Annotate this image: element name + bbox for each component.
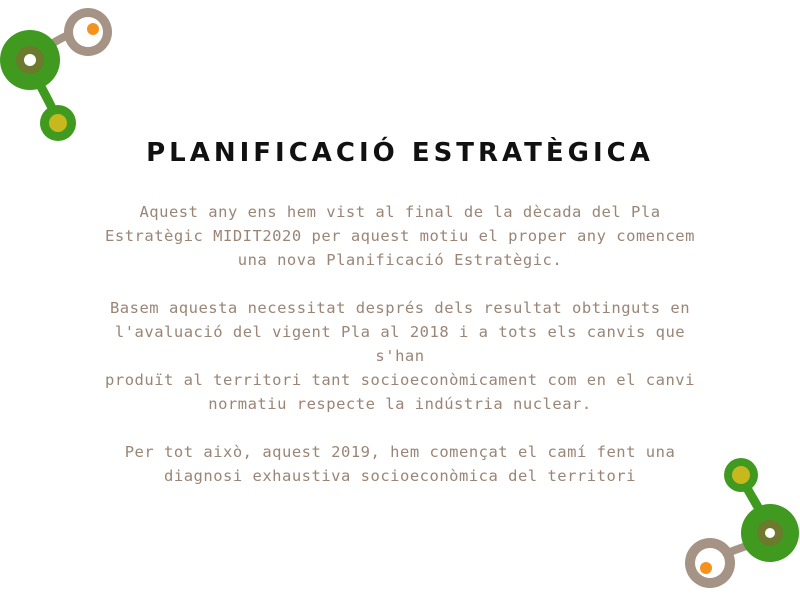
page-title: PLANIFICACIÓ ESTRATÈGICA [146,138,654,168]
body-text [100,200,700,512]
paragraph: Aquest any ens hem vist al final de la dècada del Pla Estratègic MIDIT2020 per aquest motiu el proper any comencem una nova Planificació Estratègic. [105,203,695,269]
molecule-icon [670,450,800,600]
paragraph: Basem aquesta necessitat després dels resultat obtinguts en l'avaluació del vigent Pla al 2018 i a tots els canvis que s'han produït al territori tant socioeconòmicament com en el canvi normatiu respecte la indústria nuclear. [105,299,695,413]
paragraph: Per tot això, aquest 2019, hem començat el camí fent una diagnosi exhaustiva socioeconòmica del territori [124,443,676,485]
molecule-icon [0,0,130,150]
